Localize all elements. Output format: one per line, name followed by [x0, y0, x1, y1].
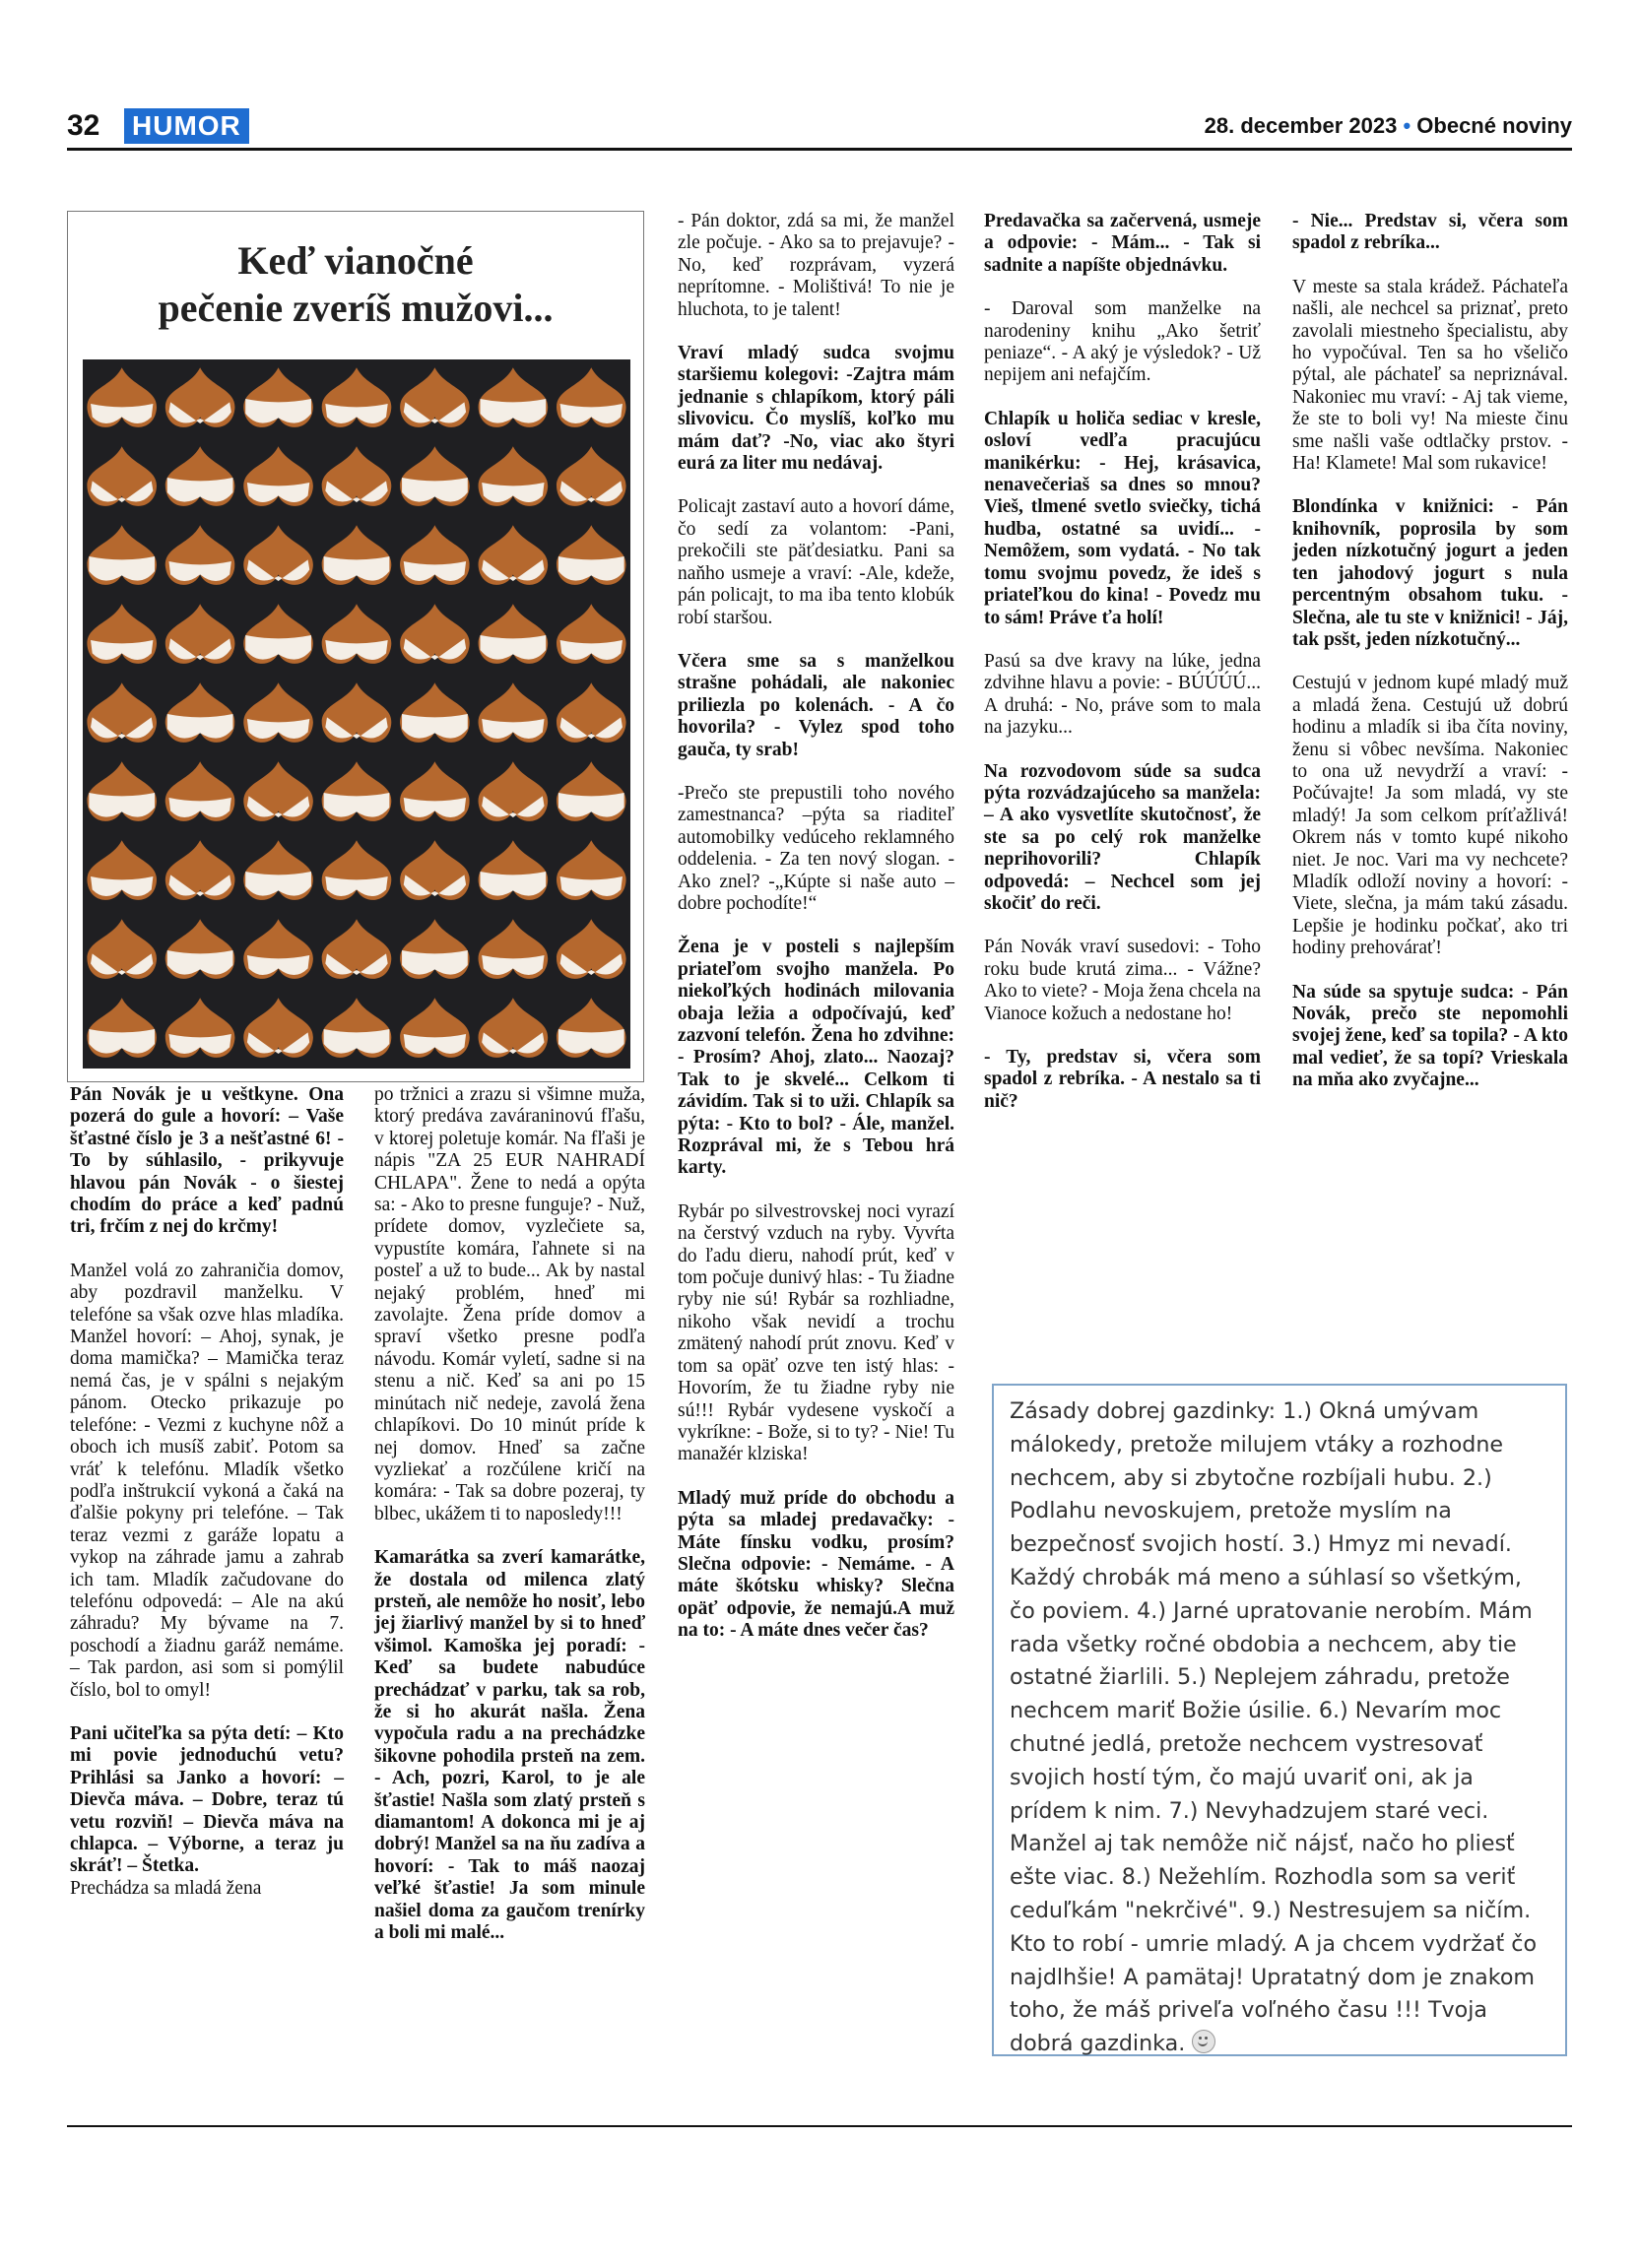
dateline	[1205, 106, 1572, 146]
joke-cows: Pasú sa dve kravy na lúke, jedna zdvihne hlavu a povie: - BÚÚÚÚ... A druhá: - No, práve som to mala na jazyku...	[984, 650, 1261, 739]
gingerbread-tray-image	[83, 359, 630, 1069]
joke-cards: Žena je v posteli s najlepším priateľom svojho manžela. Po niekoľkých hodinách milovania obaja ležia a odpočívajú, keď zazvoní telefón. Žena ho zdvihne: - Prosím? Ahoj, zlato... Naozaj? Tak to je skvelé... Celkom ti závidím. Tak si to uži. Chlapík sa pýta: - Kto to bol? - Ále, manžel. Rozprával mi, že s Tebou hrá karty.	[678, 937, 954, 1179]
column-2	[374, 1084, 645, 2057]
column-3	[678, 211, 954, 2062]
joke-fisherman: Rybár po silvestrovskej noci vyrazí na čerstvý vzduch na ryby. Vyvŕta do ľadu dieru, nahodí prút, keď v tom počuje dunivý hlas: - Tu žiadne ryby nie sú! Rybár sa rozhliadne, nikoho však nevidí a trochu zmätený nahodí prút znovu. Keď v tom sa opäť ozve ten istý hlas: - Hovorím, že tu žiadne ryby nie sú!!! Rybár vydesene vyskočí a vykríkne: - Bože, si to ty? - Nie! Tu manažér klziska!	[678, 1200, 954, 1465]
joke-slogan: -Prečo ste prepustili toho nového zamestnanca? –pýta sa riaditeľ automobilky vedúceho reklamného oddelenia. - Za ten nový slogan. - Ako znel? -„Kúpte si naše auto – dobre pochodíte!“	[678, 782, 954, 914]
photo-caption-title	[68, 212, 643, 357]
joke-library: Blondínka v knižnici: - Pán knihovník, poprosila by som jeden nízkotučný jogurt a jeden ten jahodový jogurt s nula percentným obsahom tuku. - Slečna, ale tu ste v knižnici! - Jáj, tak psšt, jeden nízkotučný...	[1292, 496, 1568, 650]
joke-ladder: - Ty, predstav si, včera som spadol z rebríka. - A nestalo sa ti nič?	[984, 1047, 1261, 1112]
joke-divorce: Na rozvodovom súde sa sudca pýta rozvádzajúceho sa manžela: – A ako vysvetlíte skutočnosť, že ste sa po celý rok manželke neprihovorili? Chlapík odpovedá: – Nechcel som jej skočiť do reči.	[984, 760, 1261, 914]
joke-theft: V meste sa stala krádež. Páchateľa našli, ale nechcel sa priznať, preto zavolali miestneho špecialistu, aby ho vypočúval. Ten sa ho všeličo pýtal, ale páchateľ sa nepriznával. Nakoniec mu vraví: - Aj tak vieme, že ste to boli vy! Na mieste činu sme našli vaše odtlačky prstov. - Ha! Klamete! Mal som rukavice!	[1292, 276, 1568, 475]
column-1	[70, 1084, 344, 2057]
joke-judge: Vraví mladý sudca svojmu staršiemu kolegovi: -Zajtra mám jednanie s chlapíkom, ktorý páli slivovicu. Čo myslíš, koľko mu mám dať? -No, viac ako štyri eurá za liter mu nedávaj.	[678, 343, 954, 475]
joke-fortune-teller: Pán Novák je u veštkyne. Ona pozerá do gule a hovorí: – Vaše šťastné číslo je 3 a nešťastné 6! - To by súhlasilo, - prikyvuje hlavou pán Novák - o šiestej chodím do práce a keď padnú tri, frčím z nej do krčmy!	[70, 1084, 344, 1238]
issue-date: 28. december 2023	[1204, 113, 1398, 138]
photo-title-line1: Keď vianočné	[237, 238, 474, 283]
joke-argument: Včera sme sa s manželkou strašne pohádali, ale nakoniec priliezla po kolenách. - A čo hovorila? - Vylez spod toho gauča, ty srab!	[678, 650, 954, 760]
page-header	[67, 106, 1572, 148]
joke-doctor: - Pán doktor, zdá sa mi, že manžel zle počuje. - Ako sa to prejavuje? - No, keď rozprávam, vyzerá neprítomne. - Molištivá! To nie je hluchota, to je talent!	[678, 211, 954, 320]
joke-barber: Chlapík u holiča sediac v kresle, osloví vedľa pracujúcu manikérku: - Hej, krásavica, nenavečeriaš sa dnes so mnou? Vieš, tlmené svetlo sviečky, tichá hudba, ostatné sa uvidí... - Nemôžem, som vydatá. - No tak tomu svojmu povedz, že ideš s priateľkou do kina! - Povedz mu to sám! Práve ťa holí!	[984, 408, 1261, 628]
joke-winter: Pán Novák vraví susedovi: - Toho roku bude krutá zima... - Vážne? Ako to viete? - Moja žena chcela na Vianoce kožuch a nedostane ho!	[984, 937, 1261, 1024]
joke-mosquito: po tržnici a zrazu si všimne muža, ktorý predáva zaváraninovú fľašu, v ktorej poletuje komár. Na fľaši je nápis "ZA 25 EUR NAHRADÍ CHLAPA". Žene to nedá a opýta sa: - Ako to presne funguje? - Nuž, prídete domov, vyzlečiete sa, vypustíte komára, ľahnete si na posteľ a už to bude... Ak by nastal nejaký problém, hneď mi zavolajte. Žena príde domov a spraví všetko presne podľa návodu. Komár vyletí, sadne si na stenu a nič. Keď sa ani po 15 minútach nič nedeje, zavolá žena chlapíkovi. Do 10 minút príde k nej domov. Hneď sa začne vyzliekať a rozčúlene kričí na komára: - Tak sa dobre pozeraj, ty blbec, ukážem ti to naposledy!!!	[374, 1084, 645, 1524]
joke-court: Na súde sa spytuje sudca: - Pán Novák, prečo ste nepomohli svojej žene, keď sa topila? - A kto mal vedieť, že sa topí? Vrieskala na mňa ako zvyčajne...	[1292, 981, 1568, 1091]
column-4	[984, 211, 1261, 1383]
joke-ring: Kamarátka sa zverí kamarátke, že dostala od milenca zlatý prsteň, ale nemôže ho nosiť, lebo jej žiarlivý manžel by si to hneď všimol. Kamoška jej poradí: - Keď sa budete nabudúce prechádzať v parku, tak sa rob, že si ho akurát našla. Žena vypočula radu a na prechádzke šikovne pohodila prsteň na zem. - Ach, pozri, Karol, to je ale šťastie! Našla som zlatý prsteň s diamantom! A dokonca mi je aj dobrý! Manžel sa na ňu zadíva a hovorí: - Tak to máš naozaj veľké šťastie! Ja som minule našiel doma za gaučom trenírky a boli mi malé...	[374, 1547, 645, 1944]
joke-teacher: Pani učiteľka sa pýta detí: – Kto mi povie jednoduchú vetu? Prihlási sa Janko a hovorí: – Dievča máva. – Dobre, teraz tú vetu rozviň! – Dievča máva na chlapca. – Výborne, a teraz ju skráť! – Štetka. Prechádza sa mladá žena	[70, 1722, 344, 1899]
photo-title-line2: pečenie zveríš mužovi...	[158, 286, 554, 330]
publication-name: Obecné noviny	[1416, 113, 1572, 138]
cookie-photo	[67, 211, 644, 1082]
joke-shop: Mladý muž príde do obchodu a pýta sa mladej predavačky: - Máte fínsku vodku, prosím? Slečna odpovie: - Nemáme. - A máte škótsku whisky? Slečna opäť odpovie, že nemajú.A muž na to: - A máte dnes večer čas?	[678, 1487, 954, 1642]
page-number: 32	[67, 109, 100, 142]
joke-book: - Daroval som manželke na narodeniny knihu „Ako šetriť peniaze“. - A aký je výsledok? - Už nepijem ani nefajčím.	[984, 298, 1261, 386]
column-5	[1292, 211, 1568, 1383]
housewife-rules-text: Zásady dobrej gazdinky: 1.) Okná umývam málokedy, pretože milujem vtáky a rozhodne nechcem, aby si zbytočne rozbíjali hubu. 2.) Podlahu nevoskujem, pretože myslím na bezpečnosť svojich hostí. 3.) Hmyz mi nevadí. Každý chrobák má meno a súhlasí so všetkým, čo poviem. 4.) Jarné upratovanie nerobím. Mám rada všetky ročné obdobia a nechcem, aby tie ostatné žiarlili. 5.) Neplejem záhradu, pretože nechcem mariť Božie úsilie. 6.) Nevarím moc chutné jedlá, pretože nechcem vystresovať svojich hostí tým, čo majú uvariť oni, ak ja prídem k nim. 7.) Nevyhadzujem staré veci. Manžel aj tak nemôže nič nájsť, načo ho pliesť ešte viac. 8.) Nežehlím. Rozhodla som sa veriť ceduľkám "nekrčivé". 9.) Nestresujem sa ničím. Kto to robí - umrie mladý. A ja chcem vydržať čo najdlhšie! A pamätaj! Upratatný dom je znakom toho, že máš priveľa voľného času !!! Tvoja dobrá gazdinka.	[1010, 1398, 1538, 2057]
joke-phone-call: Manžel volá zo zahraničia domov, aby pozdravil manželku. V telefóne sa však ozve hlas mladíka. Manžel hovorí: – Ahoj, synak, je doma mamička? – Mamička teraz nemá čas, je v spálni s nejakým pánom. Otecko prikazuje po telefóne: - Vezmi z kuchyne nôž a oboch ich musíš zabiť. Potom sa vráť k telefónu. Mladík všetko podľa inštrukcií vykoná a čaká na ďalšie pokyny pri telefóne. – Tak teraz vezmi z garáže lopatu a vykop na záhrade jamu a zahrab ich tam. Mladík začudovane do telefónu odpovedá: – Ale na akú záhradu? My bývame na 7. poschodí a žiadnu garáž nemáme. – Tak pardon, asi som si pomýlil číslo, bol to omyl!	[70, 1260, 344, 1701]
footer-rule	[67, 2125, 1572, 2127]
housewife-rules-box	[992, 1384, 1567, 2056]
joke-shop-end: Predavačka sa začervená, usmeje a odpovie: - Mám... - Tak si sadnite a napíšte objednávku.	[984, 211, 1261, 276]
separator-dot: •	[1403, 113, 1411, 138]
smiley-icon	[1192, 2030, 1215, 2053]
joke-train: Cestujú v jednom kupé mladý muž a mladá žena. Cestujú už dobrú hodinu a mladík si iba číta noviny, ženu si vôbec nevšíma. Nakoniec to ona už nevydrží a vraví: - Počúvajte! Ja som mladá, vy ste mladý! Ja som celkom príťažlivá! Okrem nás v tomto kupé nikoho niet. Je noc. Vari ma vy nechcete? Mladík odloží noviny a hovorí: - Viete, slečna, ja mám takú zásadu. Lepšie je hodinku počkať, ako tri hodiny prehovárať!	[1292, 673, 1568, 959]
joke-police: Policajt zastaví auto a hovorí dáme, čo sedí za volantom: -Pani, prekočili ste päťdesiatku. Pani sa naňho usmeje a vraví: -Ale, kdeže, pán policajt, to ma iba tento klobúk robí staršou.	[678, 496, 954, 628]
section-label: HUMOR	[124, 108, 249, 144]
joke-ladder-end: - Nie... Predstav si, včera som spadol z rebríka...	[1292, 211, 1568, 254]
header-rule	[67, 148, 1572, 151]
